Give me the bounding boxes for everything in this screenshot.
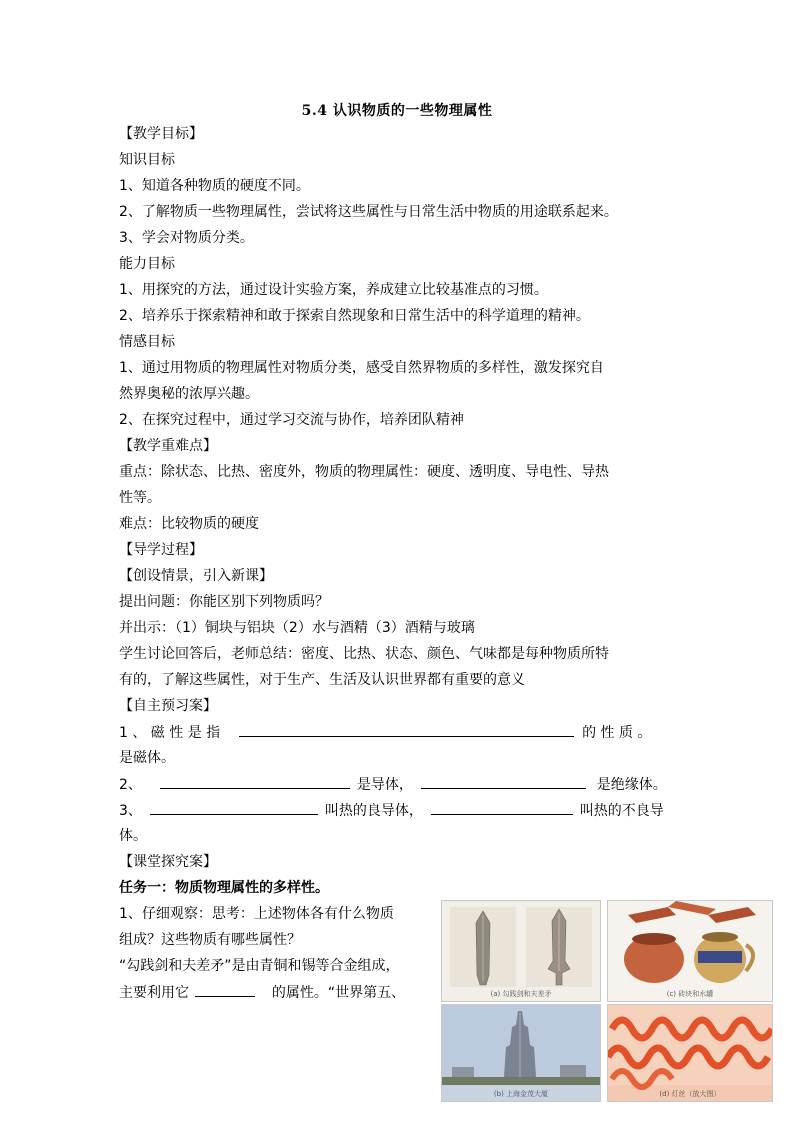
emotion-item-2: 2、在探究过程中，通过学习交流与协作，培养团队精神	[119, 412, 464, 428]
preview-item-2-suffix: 是绝缘体。	[596, 777, 667, 793]
question-line: 提出问题：你能区别下列物质吗？	[119, 594, 329, 610]
emotion-header: 情感目标	[119, 334, 175, 350]
explore-header: 【课堂探究案】	[119, 854, 217, 870]
preview-item-2	[119, 774, 667, 795]
fill-blank-4[interactable]	[150, 800, 318, 815]
figure-group	[441, 900, 771, 1100]
preview-item-3-suffix: 叫热的不良导	[579, 803, 664, 819]
tower-image	[442, 1005, 600, 1101]
summary-line-2: 有的，了解这些属性，对于生产、生活及认识世界都有重要的意义	[119, 672, 525, 688]
task-one-line-1: 1、仔细观察：思考：上述物体各有什么物质	[119, 906, 394, 922]
show-line: 并出示：（1）铜块与铝块（2）水与酒精（3）酒精与玻璃	[119, 620, 475, 636]
task-one-line-4-prefix: 主要利用它	[119, 985, 189, 1001]
preview-item-3	[119, 800, 664, 821]
task-one-line-4	[119, 982, 405, 1003]
preview-item-3-cont: 体。	[119, 828, 147, 844]
figure-sword-spear	[441, 900, 601, 1002]
knowledge-item-1: 1、知道各种物质的硬度不同。	[119, 178, 310, 194]
key-point-1b: 性等。	[119, 490, 161, 506]
task-one-heading: 任务一：物质物理属性的多样性。	[119, 880, 329, 896]
bricks-jar-image	[608, 901, 772, 1001]
page-title: 5.4 认识物质的一些物理属性	[301, 103, 493, 119]
objectives-header: 【教学目标】	[119, 126, 203, 142]
preview-item-1-suffix: 的 性 质 。	[582, 725, 652, 741]
knowledge-item-3: 3、学会对物质分类。	[119, 230, 254, 246]
figure-filament	[607, 1004, 773, 1102]
difficulty-point: 难点：比较物质的硬度	[119, 516, 259, 532]
fill-blank-6[interactable]	[195, 982, 255, 997]
preview-header: 【自主预习案】	[119, 698, 217, 714]
task-one-line-2: 组成？这些物质有哪些属性？	[119, 932, 301, 948]
preview-item-2-mid: 是导体，	[356, 777, 413, 793]
knowledge-item-2: 2、了解物质一些物理属性，尝试将这些属性与日常生活中物质的用途联系起来。	[119, 204, 618, 220]
task-one-line-3: “勾践剑和夫差矛”是由青铜和锡等合金组成，	[119, 958, 400, 974]
intro-header: 【创设情景，引入新课】	[119, 568, 273, 584]
ability-item-2: 2、培养乐于探索精神和敢于探索自然现象和日常生活中的科学道理的精神。	[119, 308, 590, 324]
preview-item-1-prefix: 1 、 磁 性 是 指	[119, 725, 221, 741]
fill-blank-5[interactable]	[431, 800, 573, 815]
summary-line-1: 学生讨论回答后，老师总结：密度、比热、状态、颜色、气味都是每种物质所特	[119, 646, 609, 662]
emotion-item-1b: 然界奥秘的浓厚兴趣。	[119, 386, 259, 402]
task-one-line-4-suffix: 的属性。“世界第五、	[271, 985, 406, 1001]
preview-item-3-mid: 叫热的良导体，	[324, 803, 423, 819]
ability-header: 能力目标	[119, 256, 175, 272]
caption-d: (d) 灯丝（放大图）	[659, 1090, 721, 1098]
key-points-header: 【教学重难点】	[119, 438, 217, 454]
sword-spear-image	[442, 901, 600, 1001]
knowledge-header: 知识目标	[119, 152, 175, 168]
caption-b: (b) 上海金茂大厦	[493, 1090, 549, 1098]
figure-bricks-jar	[607, 900, 773, 1002]
emotion-item-1a: 1、通过用物质的物理属性对物质分类，感受自然界物质的多样性，激发探究自	[119, 360, 604, 376]
ability-item-1: 1、用探究的方法，通过设计实验方案，养成建立比较基准点的习惯。	[119, 282, 548, 298]
preview-item-2-prefix: 2、	[119, 777, 142, 793]
preview-item-1	[119, 722, 651, 743]
filament-image	[608, 1005, 772, 1101]
preview-item-3-prefix: 3、	[119, 803, 142, 819]
process-header: 【导学过程】	[119, 542, 203, 558]
caption-a: (a) 勾践剑和夫差矛	[490, 990, 552, 998]
fill-blank-2[interactable]	[160, 774, 350, 789]
figure-tower	[441, 1004, 601, 1102]
key-point-1a: 重点：除状态、比热、密度外，物质的物理属性：硬度、透明度、导电性、导热	[119, 464, 609, 480]
fill-blank-1[interactable]	[239, 722, 574, 737]
caption-c: (c) 砖块和水罐	[666, 990, 714, 998]
fill-blank-3[interactable]	[421, 774, 586, 789]
preview-item-1-cont: 是磁体。	[119, 750, 175, 766]
